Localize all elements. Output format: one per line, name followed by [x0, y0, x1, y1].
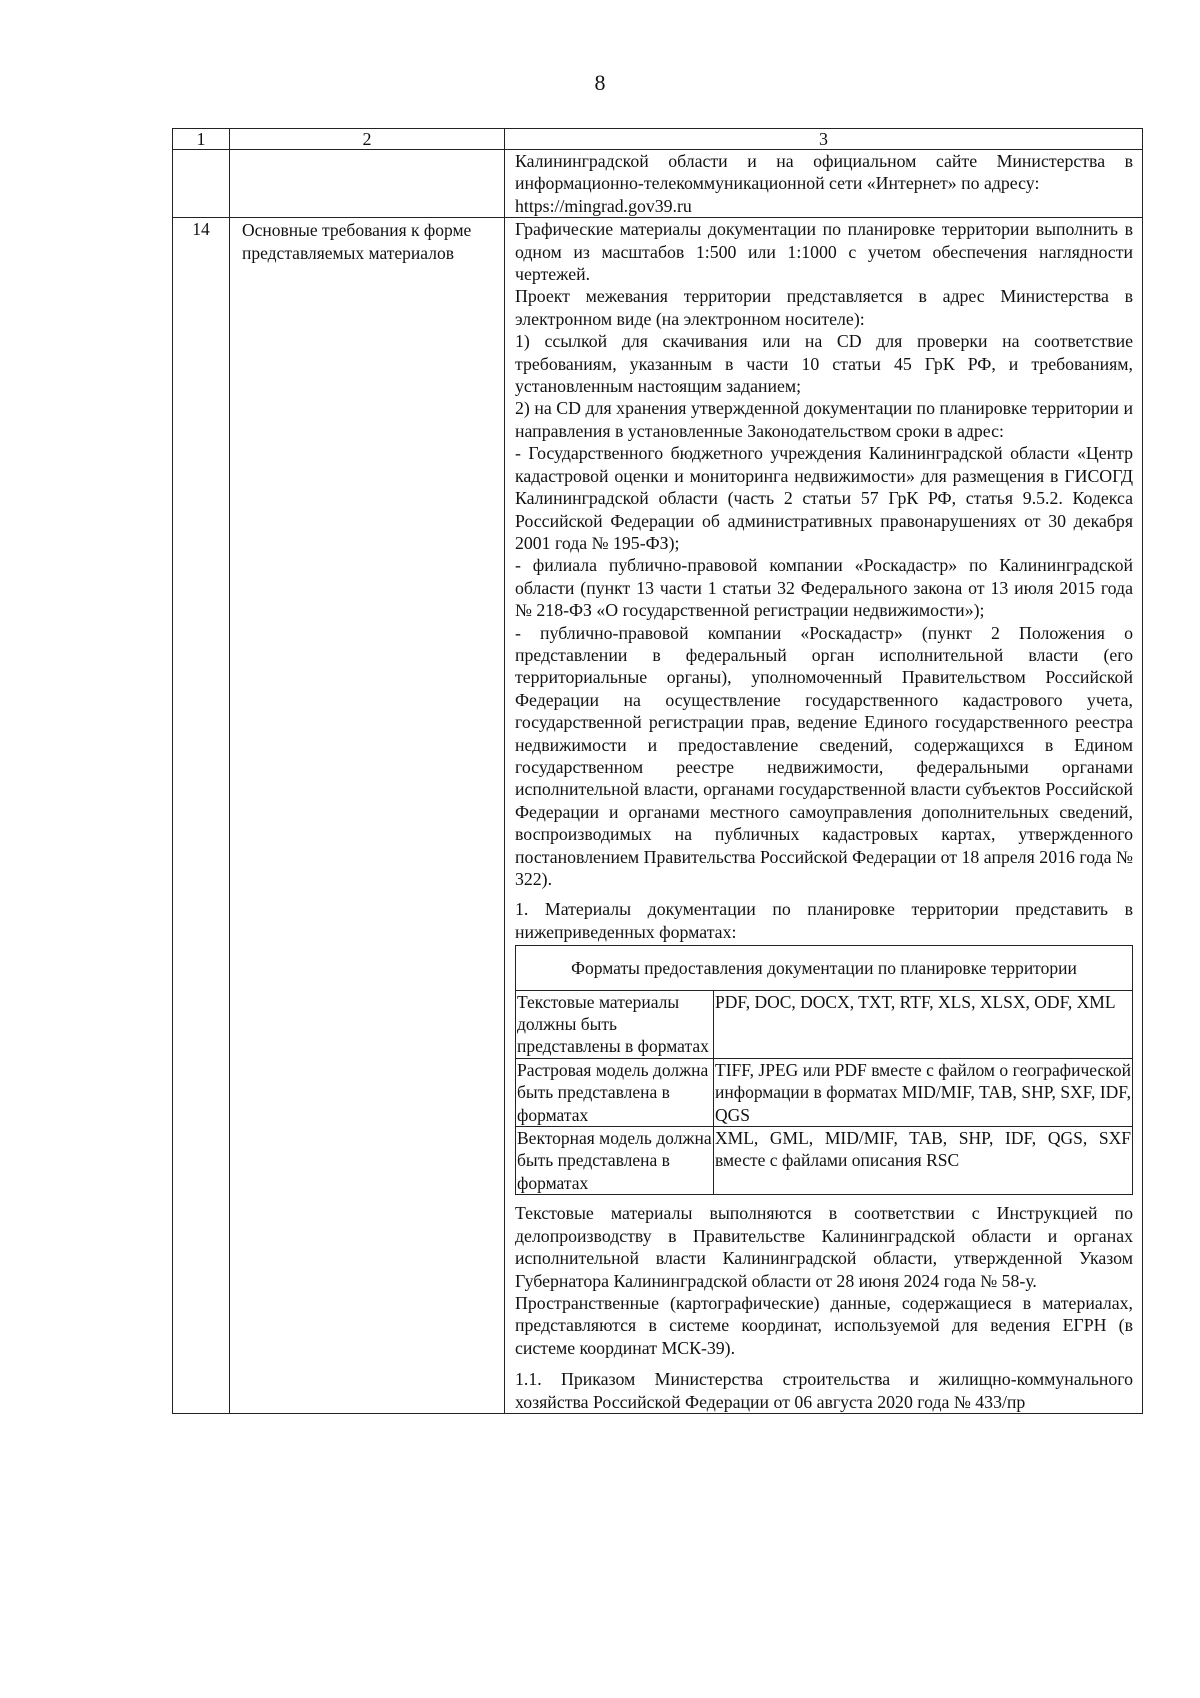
content-paragraph: Текстовые материалы выполняются в соответствии с Инструкцией по делопроизводству в Правительстве Калининградской области и органах исполнительной власти Калининградской области, утвержденной Указом Губернатора Калининградской области от 28 июня 2024 года № 58-у.: [515, 1203, 1133, 1291]
row-content: [505, 150, 1143, 218]
content-paragraph: 1) ссылкой для скачивания или на CD для проверки на соответствие требованиям, указанным в части 10 статьи 45 ГрК РФ, и требованиям, установленным настоящим заданием;: [515, 331, 1133, 397]
table-row-continuation: [173, 150, 1143, 218]
row-label: [230, 150, 505, 218]
table-row-14: [173, 218, 1143, 1414]
requirements-table: [172, 128, 1143, 1414]
formats-table-title-row: [516, 946, 1133, 990]
format-values: PDF, DOC, DOCX, TXT, RTF, XLS, XLSX, ODF, XML: [714, 990, 1133, 1058]
website-url: https://mingrad.gov39.ru: [515, 195, 692, 216]
table-header-row: [173, 129, 1143, 150]
formats-table-title: Форматы предоставления документации по планировке территории: [516, 946, 1133, 990]
row-number: 14: [173, 218, 230, 1414]
column-header-1: 1: [173, 129, 230, 150]
format-type: Векторная модель должна быть представлена в форматах: [517, 1128, 712, 1193]
column-header-2: 2: [230, 129, 505, 150]
content-paragraph: 1.1. Приказом Министерства строительства и жилищно-коммунального хозяйства Российской Федерации от 06 августа 2020 года № 433/пр: [515, 1369, 1133, 1412]
format-values: XML, GML, MID/MIF, TAB, SHP, IDF, QGS, SXF вместе с файлами описания RSC: [714, 1127, 1133, 1195]
content-paragraph: Графические материалы документации по планировке территории выполнить в одном из масштабов 1:500 или 1:1000 с учетом обеспечения наглядности чертежей.: [515, 219, 1133, 285]
content-paragraph: - филиала публично-правовой компании «Роскадастр» по Калининградской области (пункт 13 части 1 статьи 32 Федерального закона от 13 июля 2015 года № 218-ФЗ «О государственной регистрации недвижимости»);: [515, 555, 1133, 621]
row-label: Основные требования к форме представляемых материалов: [230, 218, 505, 1414]
content-paragraph: Калининградской области и на официальном сайте Министерства в информационно-телекоммуникационной сети «Интернет» по адресу:: [515, 151, 1133, 194]
row-number: [173, 150, 230, 218]
content-paragraph: - Государственного бюджетного учреждения Калининградской области «Центр кадастровой оценки и мониторинга недвижимости» для размещения в ГИСОГД Калининградской области (часть 2 статьи 57 ГрК РФ, статья 9.5.2. Кодекса Российской Федерации об административных правонарушениях от 30 декабря 2001 года № 195-ФЗ);: [515, 443, 1133, 553]
formats-table: [515, 945, 1133, 1195]
format-type: Текстовые материалы должны быть представлены в форматах: [516, 990, 714, 1058]
row-content: [505, 218, 1143, 1414]
formats-intro: 1. Материалы документации по планировке территории представить в нижеприведенных форматах:: [515, 899, 1133, 942]
content-paragraph: - публично-правовой компании «Роскадастр» (пункт 2 Положения о представлении в федеральный орган исполнительной власти (его территориальные органы), уполномоченный Правительством Российской Федерации на осуществление государственного кадастрового учета, государственной регистрации прав, ведение Единого государственного реестра недвижимости и предоставление сведений, содержащихся в Едином государственном реестре недвижимости, федеральными органами исполнительной власти, органами государственной власти субъектов Российской Федерации и органами местного самоуправления дополнительных сведений, воспроизводимых на публичных кадастровых картах, утвержденного постановлением Правительства Российской Федерации от 18 апреля 2016 года № 322).: [515, 622, 1133, 889]
formats-table-row: [516, 990, 1133, 1058]
format-values: TIFF, JPEG или PDF вместе с файлом о географической информации в форматах MID/MIF, TAB, SHP, SXF, IDF, QGS: [715, 1059, 1131, 1125]
formats-table-row: [516, 1127, 1133, 1195]
column-header-3: 3: [505, 129, 1143, 150]
content-paragraph: Пространственные (картографические) данные, содержащиеся в материалах, представляются в системе координат, используемой для ведения ЕГРН (в системе координат МСК-39).: [515, 1292, 1133, 1358]
page-number: 8: [594, 70, 606, 95]
content-paragraph: Проект межевания территории представляется в адрес Министерства в электронном виде (на электронном носителе):: [515, 286, 1133, 329]
format-type: Растровая модель должна быть представлена в форматах: [516, 1058, 714, 1126]
formats-table-row: [516, 1058, 1133, 1126]
content-paragraph: 2) на CD для хранения утвержденной документации по планировке территории и направления в установленные Законодательством сроки в адрес:: [515, 398, 1133, 441]
